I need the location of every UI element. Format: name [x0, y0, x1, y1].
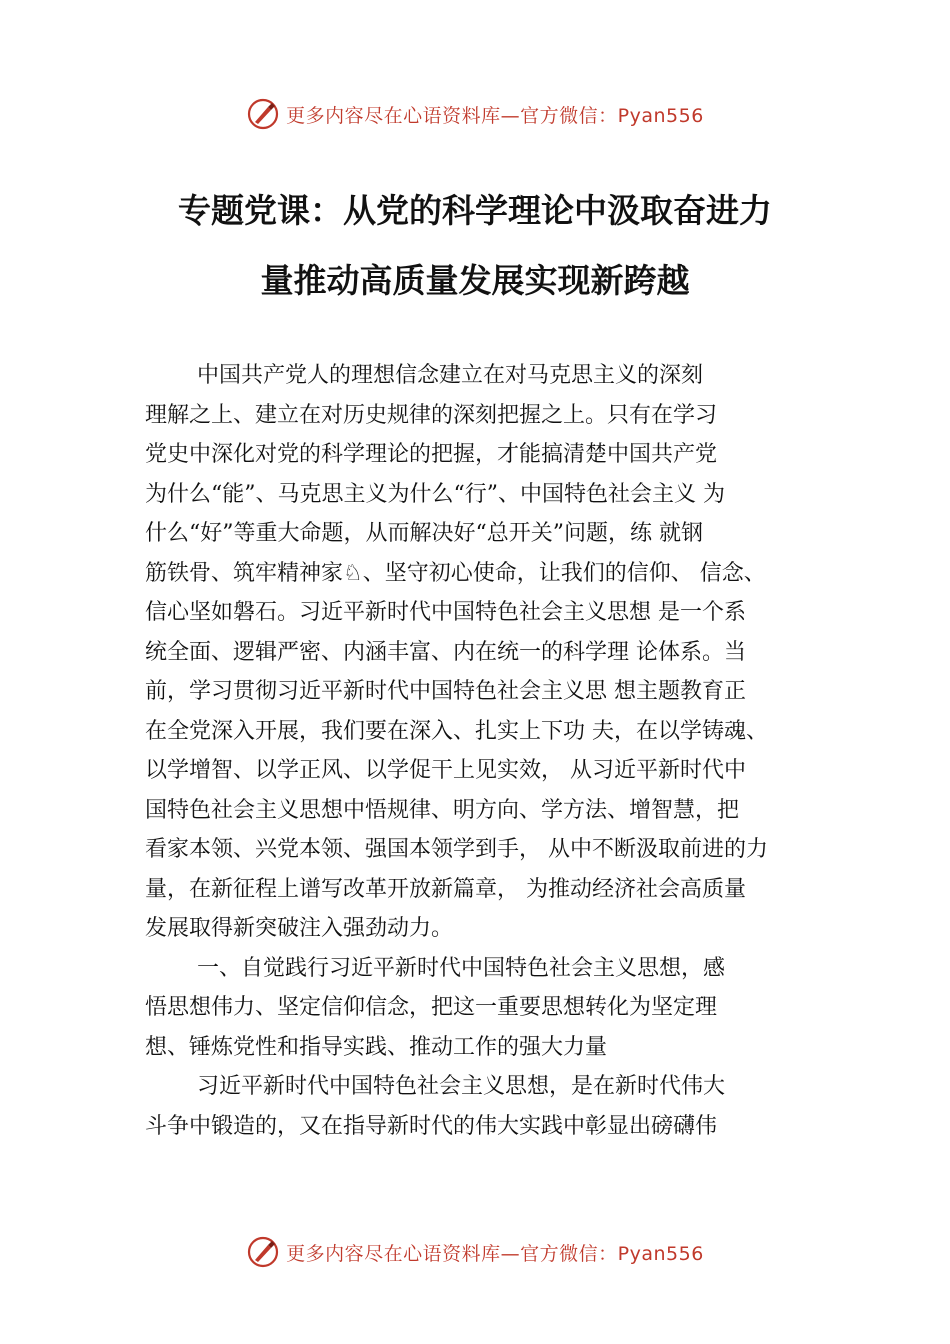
body-line: 信心坚如磐石。习近平新时代中国特色社会主义思想 是一个系 — [145, 600, 746, 625]
watermark-text — [286, 1239, 704, 1266]
watermark-banner-top — [0, 94, 950, 134]
body-line: 前，学习贯彻习近平新时代中国特色社会主义思 想主题教育正 — [145, 679, 746, 704]
watermark-banner-bottom — [0, 1232, 950, 1272]
watermark-label: 更多内容尽在心语资料库—官方微信： — [286, 1242, 618, 1265]
watermark-label: 更多内容尽在心语资料库—官方微信： — [286, 104, 618, 127]
body-line: 量，在新征程上谱写改革开放新篇章， 为推动经济社会高质量 — [145, 876, 746, 902]
body-line: 理解之上、建立在对历史规律的深刻把握之上。只有在学习 — [145, 402, 718, 428]
body-line: 中国共产党人的理想信念建立在对马克思主义的深刻 — [197, 363, 704, 388]
body-line: 国特色社会主义思想中悟规律、明方向、学方法、增智慧，把 — [145, 797, 740, 823]
section-heading-line: 想、锤炼党性和指导实践、推动工作的强大力量 — [145, 1034, 608, 1060]
body-line: 筋铁骨、筑牢精神家♘、坚守初心使命，让我们的信仰、 信念、 — [145, 560, 766, 586]
pen-logo-icon — [246, 1235, 280, 1269]
section-heading-line: 悟思想伟力、坚定信仰信念，把这一重要思想转化为坚定理 — [145, 995, 718, 1020]
body-line: 什么“好”等重大命题，从而解决好“总开关”问题，练 就钢 — [145, 521, 703, 546]
body-line: 习近平新时代中国特色社会主义思想，是在新时代伟大 — [197, 1074, 726, 1099]
body-line: 发展取得新突破注入强劲动力。 — [145, 916, 454, 941]
body-line: 在全党深入开展，我们要在深入、扎实上下功 夫，在以学铸魂、 — [145, 718, 768, 744]
watermark-handle: Pyan556 — [617, 1242, 704, 1265]
section-heading-line: 一、自觉践行习近平新时代中国特色社会主义思想，感 — [197, 955, 726, 981]
body-line: 党史中深化对党的科学理论的把握，才能搞清楚中国共产党 — [145, 442, 718, 467]
body-line: 统全面、逻辑严密、内涵丰富、内在统一的科学理 论体系。当 — [145, 639, 746, 665]
body-line: 斗争中锻造的，又在指导新时代的伟大实践中彰显出磅礴伟 — [145, 1113, 718, 1139]
document-body — [145, 356, 845, 1146]
body-line: 以学增智、以学正风、以学促干上见实效， 从习近平新时代中 — [145, 758, 746, 783]
document-title-line-2: 量推动高质量发展实现新跨越 — [260, 261, 690, 300]
document-title-line-1: 专题党课：从党的科学理论中汲取奋进力 — [178, 191, 772, 230]
watermark-text — [286, 101, 704, 128]
body-line: 为什么“能”、马克思主义为什么“行”、中国特色社会主义 为 — [145, 481, 725, 507]
watermark-handle: Pyan556 — [617, 104, 704, 127]
body-line: 看家本领、兴党本领、强国本领学到手， 从中不断汲取前进的力 — [145, 837, 768, 862]
pen-logo-icon — [246, 97, 280, 131]
